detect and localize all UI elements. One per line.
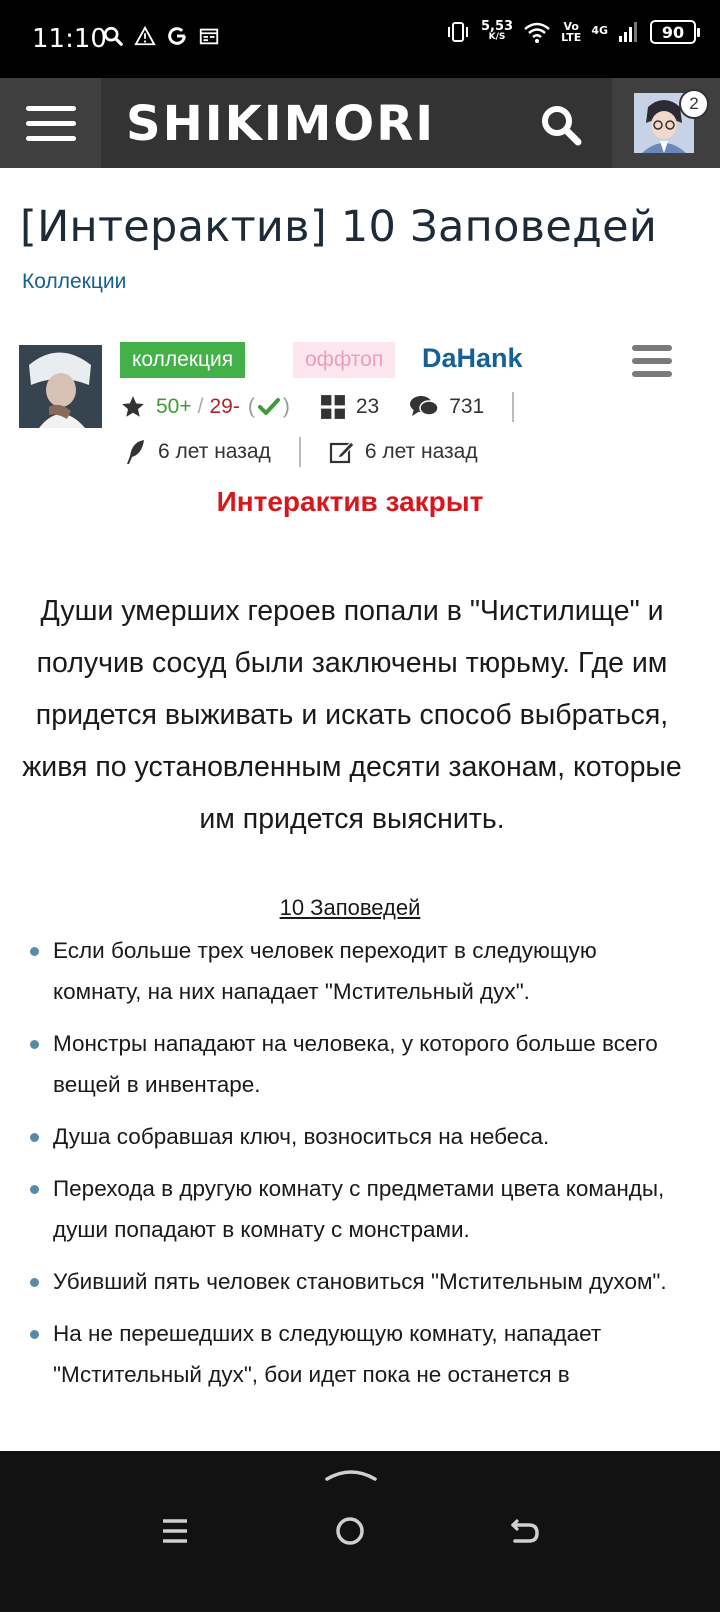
post-stats — [120, 392, 514, 422]
system-status-bar — [0, 0, 720, 78]
signal-icon — [618, 20, 640, 44]
network-speed-unit: K/S — [488, 32, 506, 42]
list-item: Убивший пять человек становиться "Мстительным духом". — [28, 1261, 688, 1302]
battery-indicator — [650, 20, 696, 44]
votes-separator: / — [197, 395, 204, 418]
status-time: 11:10 — [32, 24, 107, 54]
more-icon-line — [632, 345, 672, 351]
interactive-status: Интерактив закрыт — [216, 486, 484, 517]
edit-icon — [329, 439, 355, 465]
wifi-icon — [523, 20, 551, 44]
created-date: 6 лет назад — [158, 440, 271, 463]
network-type: 4G — [591, 24, 608, 37]
app-header — [0, 78, 720, 168]
notification-badge[interactable]: 2 — [679, 89, 709, 119]
volte-indicator — [561, 21, 581, 43]
menu-icon-line — [26, 106, 76, 111]
google-icon — [166, 24, 188, 48]
author-avatar-image — [19, 345, 102, 428]
tag-collection[interactable]: коллекция — [120, 342, 245, 378]
notification-icons — [102, 24, 220, 48]
star-icon — [120, 394, 146, 420]
breadcrumb-link[interactable]: Коллекции — [22, 270, 127, 293]
grid-icon — [320, 394, 346, 420]
network-speed — [481, 21, 513, 43]
system-navigation-bar — [0, 1451, 720, 1612]
battery-level: 90 — [661, 22, 685, 42]
chevron-up-icon[interactable] — [325, 1465, 377, 1481]
user-menu[interactable] — [612, 78, 720, 168]
post-dates — [124, 436, 478, 468]
intro-text: Души умерших героев попали в "Чистилище" и получив сосуд были заключены тюрьму. Где им придется выживать и искать способ выбраться, живя по установленным десяти законам, которые им придется выяснить. — [22, 595, 682, 835]
site-logo[interactable]: SHIKIMORI — [126, 96, 436, 152]
list-item: Монстры нападают на человека, у которого больше всего вещей в инвентаре. — [28, 1023, 688, 1105]
recent-apps-icon[interactable] — [157, 1513, 193, 1549]
list-item: На не перешедших в следующую комнату, нападает "Мстительный дух", бои идет пока не останется в — [28, 1313, 688, 1395]
rules-list — [28, 930, 688, 1406]
paren-open: ( — [247, 395, 255, 418]
more-icon-line — [632, 371, 672, 377]
warning-icon — [134, 24, 156, 48]
tag-offtop[interactable]: оффтоп — [293, 342, 395, 378]
comments-count[interactable]: 731 — [449, 395, 485, 418]
search-icon[interactable] — [536, 100, 586, 150]
list-item: Если больше трех человек переходит в следующую комнату, на них нападает "Мстительный дух". — [28, 930, 688, 1012]
hamburger-menu-button[interactable] — [0, 78, 101, 168]
home-icon[interactable] — [332, 1513, 368, 1549]
list-item: Перехода в другую комнату с предметами цвета команды, души попадают в комнату с монстрами. — [28, 1168, 688, 1250]
rules-heading: 10 Заповедей — [279, 895, 421, 920]
votes-plus[interactable]: 50+ — [156, 395, 192, 418]
calendar-icon — [198, 24, 220, 48]
stats-divider — [512, 392, 514, 422]
list-item: Душа собравшая ключ, возноситься на небеса. — [28, 1116, 688, 1157]
feather-icon — [124, 438, 148, 466]
volte-bottom: LTE — [561, 31, 582, 44]
search-notification-icon — [102, 24, 124, 48]
author-avatar[interactable] — [19, 345, 102, 428]
vibrate-icon — [445, 20, 471, 44]
menu-icon-line — [26, 136, 76, 141]
more-options-button[interactable] — [632, 345, 672, 377]
paren-close: ) — [282, 395, 290, 418]
system-indicators — [445, 20, 696, 44]
edited-date: 6 лет назад — [364, 440, 478, 463]
volte-top: Vo — [563, 20, 579, 33]
check-icon[interactable] — [257, 396, 281, 418]
page-title: [Интерактив] 10 Заповедей — [20, 202, 658, 252]
more-icon-line — [632, 358, 672, 364]
votes-minus[interactable]: 29- — [209, 395, 240, 418]
network-speed-value: 5,53 — [481, 19, 514, 34]
menu-icon-line — [26, 121, 76, 126]
author-name-link[interactable]: DaHank — [422, 343, 523, 373]
items-count: 23 — [355, 395, 380, 418]
dates-divider — [299, 437, 301, 467]
back-icon[interactable] — [507, 1513, 543, 1549]
comments-icon[interactable] — [409, 394, 439, 420]
